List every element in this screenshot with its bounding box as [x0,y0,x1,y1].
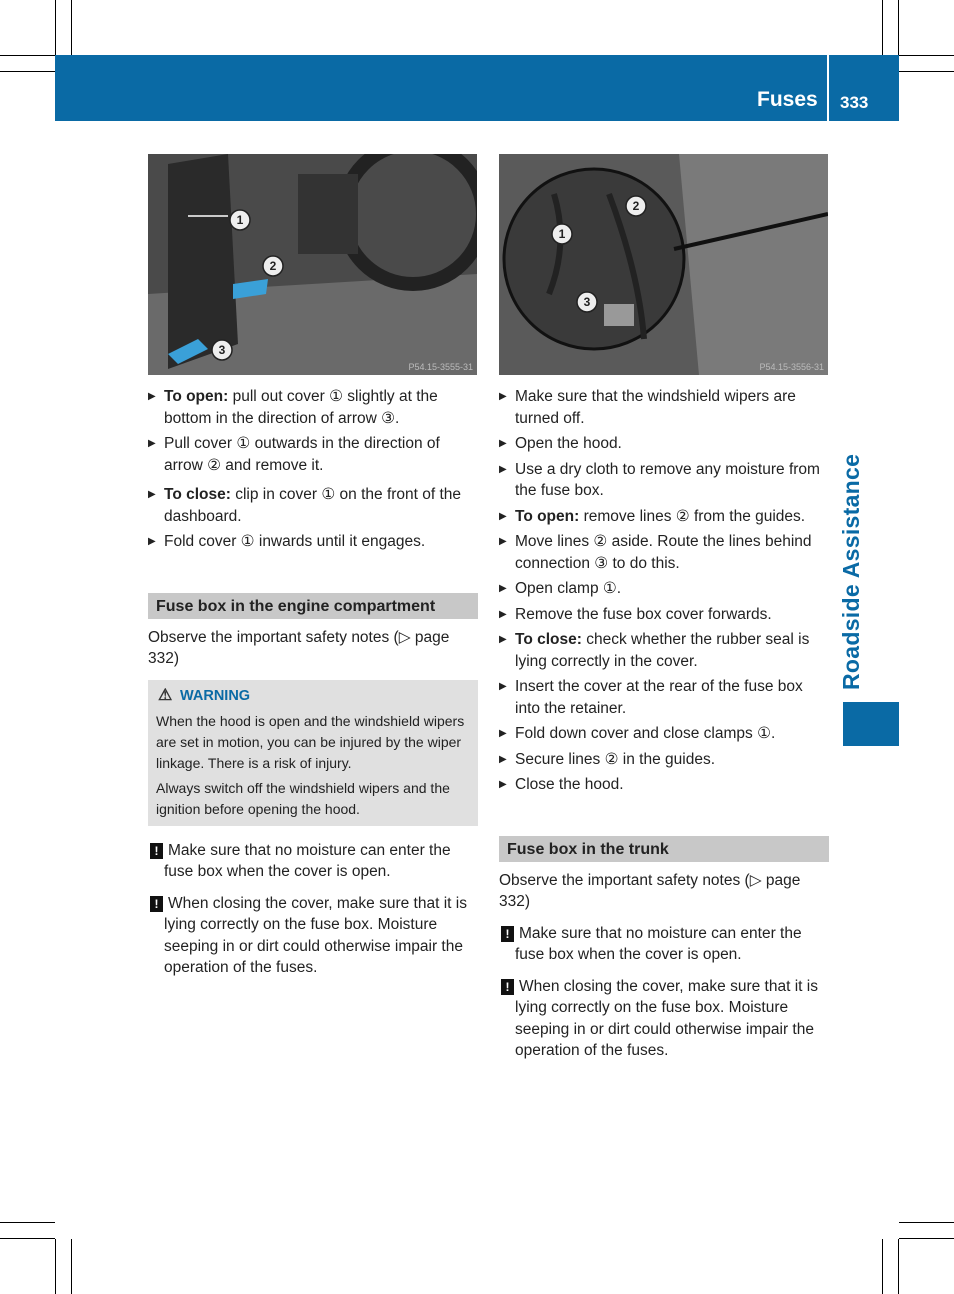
step-item [499,629,829,672]
step-text: Open the hood. [515,435,622,452]
step-item [148,433,478,476]
warning-text: Always switch off the windshield wipers and the ignition before opening the hood. [156,779,450,817]
section-heading: Fuse box in the trunk [499,836,829,862]
step-text: Secure lines ② in the guides. [515,750,716,768]
right-steps [499,386,829,796]
figure-dashboard-cover [148,154,477,375]
step-text: Remove the fuse box cover forwards. [515,605,772,623]
side-tab [843,702,899,746]
callout-label: 2 [632,199,640,213]
exclamation-icon: ! [501,926,514,942]
crop-mark [882,0,883,55]
crop-mark [899,55,954,56]
step-bold: To open: [164,388,229,405]
step-text: remove lines ② from the guides. [579,507,806,525]
step-item [499,531,829,574]
crop-mark [882,1239,883,1294]
figure-engine-fuse-box [499,154,828,375]
note-item [148,840,478,883]
step-text: Pull cover ① outwards in the direction of arrow ② and remove it. [164,435,440,474]
crop-mark [899,1222,954,1223]
figure-code: P54.15-3555-31 [408,362,473,372]
section-heading: Fuse box in the engine compartment [148,593,478,619]
step-text: Open clamp ①. [515,580,622,597]
observe-text: Observe the important safety notes (▷ page 332) [148,628,450,667]
step-item [499,386,829,429]
step-text: Fold down cover and close clamps ①. [515,725,776,742]
callout-label: 3 [218,343,226,357]
step-item [499,604,829,626]
observe-text: Observe the important safety notes (▷ page 332) [499,871,801,910]
note-item [499,923,829,966]
step-text: Fold cover ① inwards until it engages. [164,533,426,550]
callout-label: 1 [558,227,566,241]
warning-box [148,680,478,826]
note-text: When closing the cover, make sure that it is lying correctly on the fuse box. Moisture seeping in or dirt could otherwise impair the operation of the fuses. [515,977,818,1059]
step-text: Make sure that the windshield wipers are turned off. [515,388,796,427]
crop-mark [898,1239,899,1294]
step-item [499,433,829,455]
step-text: check whether the rubber seal is lying correctly in the cover. [515,631,810,670]
note-item [148,893,478,979]
crop-mark [898,0,899,55]
exclamation-icon: ! [150,843,163,859]
step-text: Insert the cover at the rear of the fuse box into the retainer. [515,678,803,717]
crop-mark [55,0,56,55]
dashboard-illustration [148,154,477,375]
step-item [499,774,829,796]
step-item [499,723,829,745]
step-item [499,749,829,771]
crop-mark [71,0,72,55]
crop-mark [0,55,55,56]
exclamation-icon: ! [501,979,514,995]
step-item [499,578,829,600]
step-item [148,386,478,429]
left-steps [148,386,478,553]
step-item [499,459,829,502]
side-tab-label: Roadside Assistance [838,453,864,690]
page-number: 333 [840,93,869,112]
step-text: Move lines ② aside. Route the lines behind connection ③ to do this. [515,533,812,572]
figure-code: P54.15-3556-31 [759,362,824,372]
callout-label: 2 [269,259,277,273]
crop-mark [0,1222,55,1223]
right-column [499,386,829,1072]
crop-mark [0,71,55,72]
step-text: Close the hood. [515,776,624,793]
step-text: clip in cover ① on the front of the dashboard. [164,486,462,525]
step-bold: To open: [515,507,580,525]
step-text: Use a dry cloth to remove any moisture from the fuse box. [515,460,820,499]
warning-text: When the hood is open and the windshield wipers are set in motion, you can be injured by the wiper linkage. There is a risk of injury. [156,712,465,771]
step-item [148,531,478,553]
engine-illustration [499,154,828,375]
step-item [499,506,829,528]
crop-mark [55,1239,56,1294]
note-item [499,976,829,1062]
note-text: Make sure that no moisture can enter the fuse box when the cover is open. [164,841,451,880]
warning-title: ⚠ WARNING [180,686,470,707]
step-item [148,484,478,527]
crop-mark [899,1238,954,1239]
left-column [148,386,478,989]
step-bold: To close: [515,631,582,648]
callout-label: 1 [236,213,244,227]
header-divider [827,55,829,121]
note-text: Make sure that no moisture can enter the fuse box when the cover is open. [515,924,802,963]
crop-mark [899,71,954,72]
crop-mark [71,1239,72,1294]
exclamation-icon: ! [150,896,163,912]
note-text: When closing the cover, make sure that it is lying correctly on the fuse box. Moisture seeping in or dirt could otherwise impair the operation of the fuses. [164,894,467,976]
step-bold: To close: [164,486,231,503]
step-text: pull out cover ① slightly at the bottom in the direction of arrow ③. [164,388,438,427]
step-item [499,676,829,719]
crop-mark [0,1238,55,1239]
page-section-title: Fuses [757,88,818,111]
callout-label: 3 [583,295,591,309]
